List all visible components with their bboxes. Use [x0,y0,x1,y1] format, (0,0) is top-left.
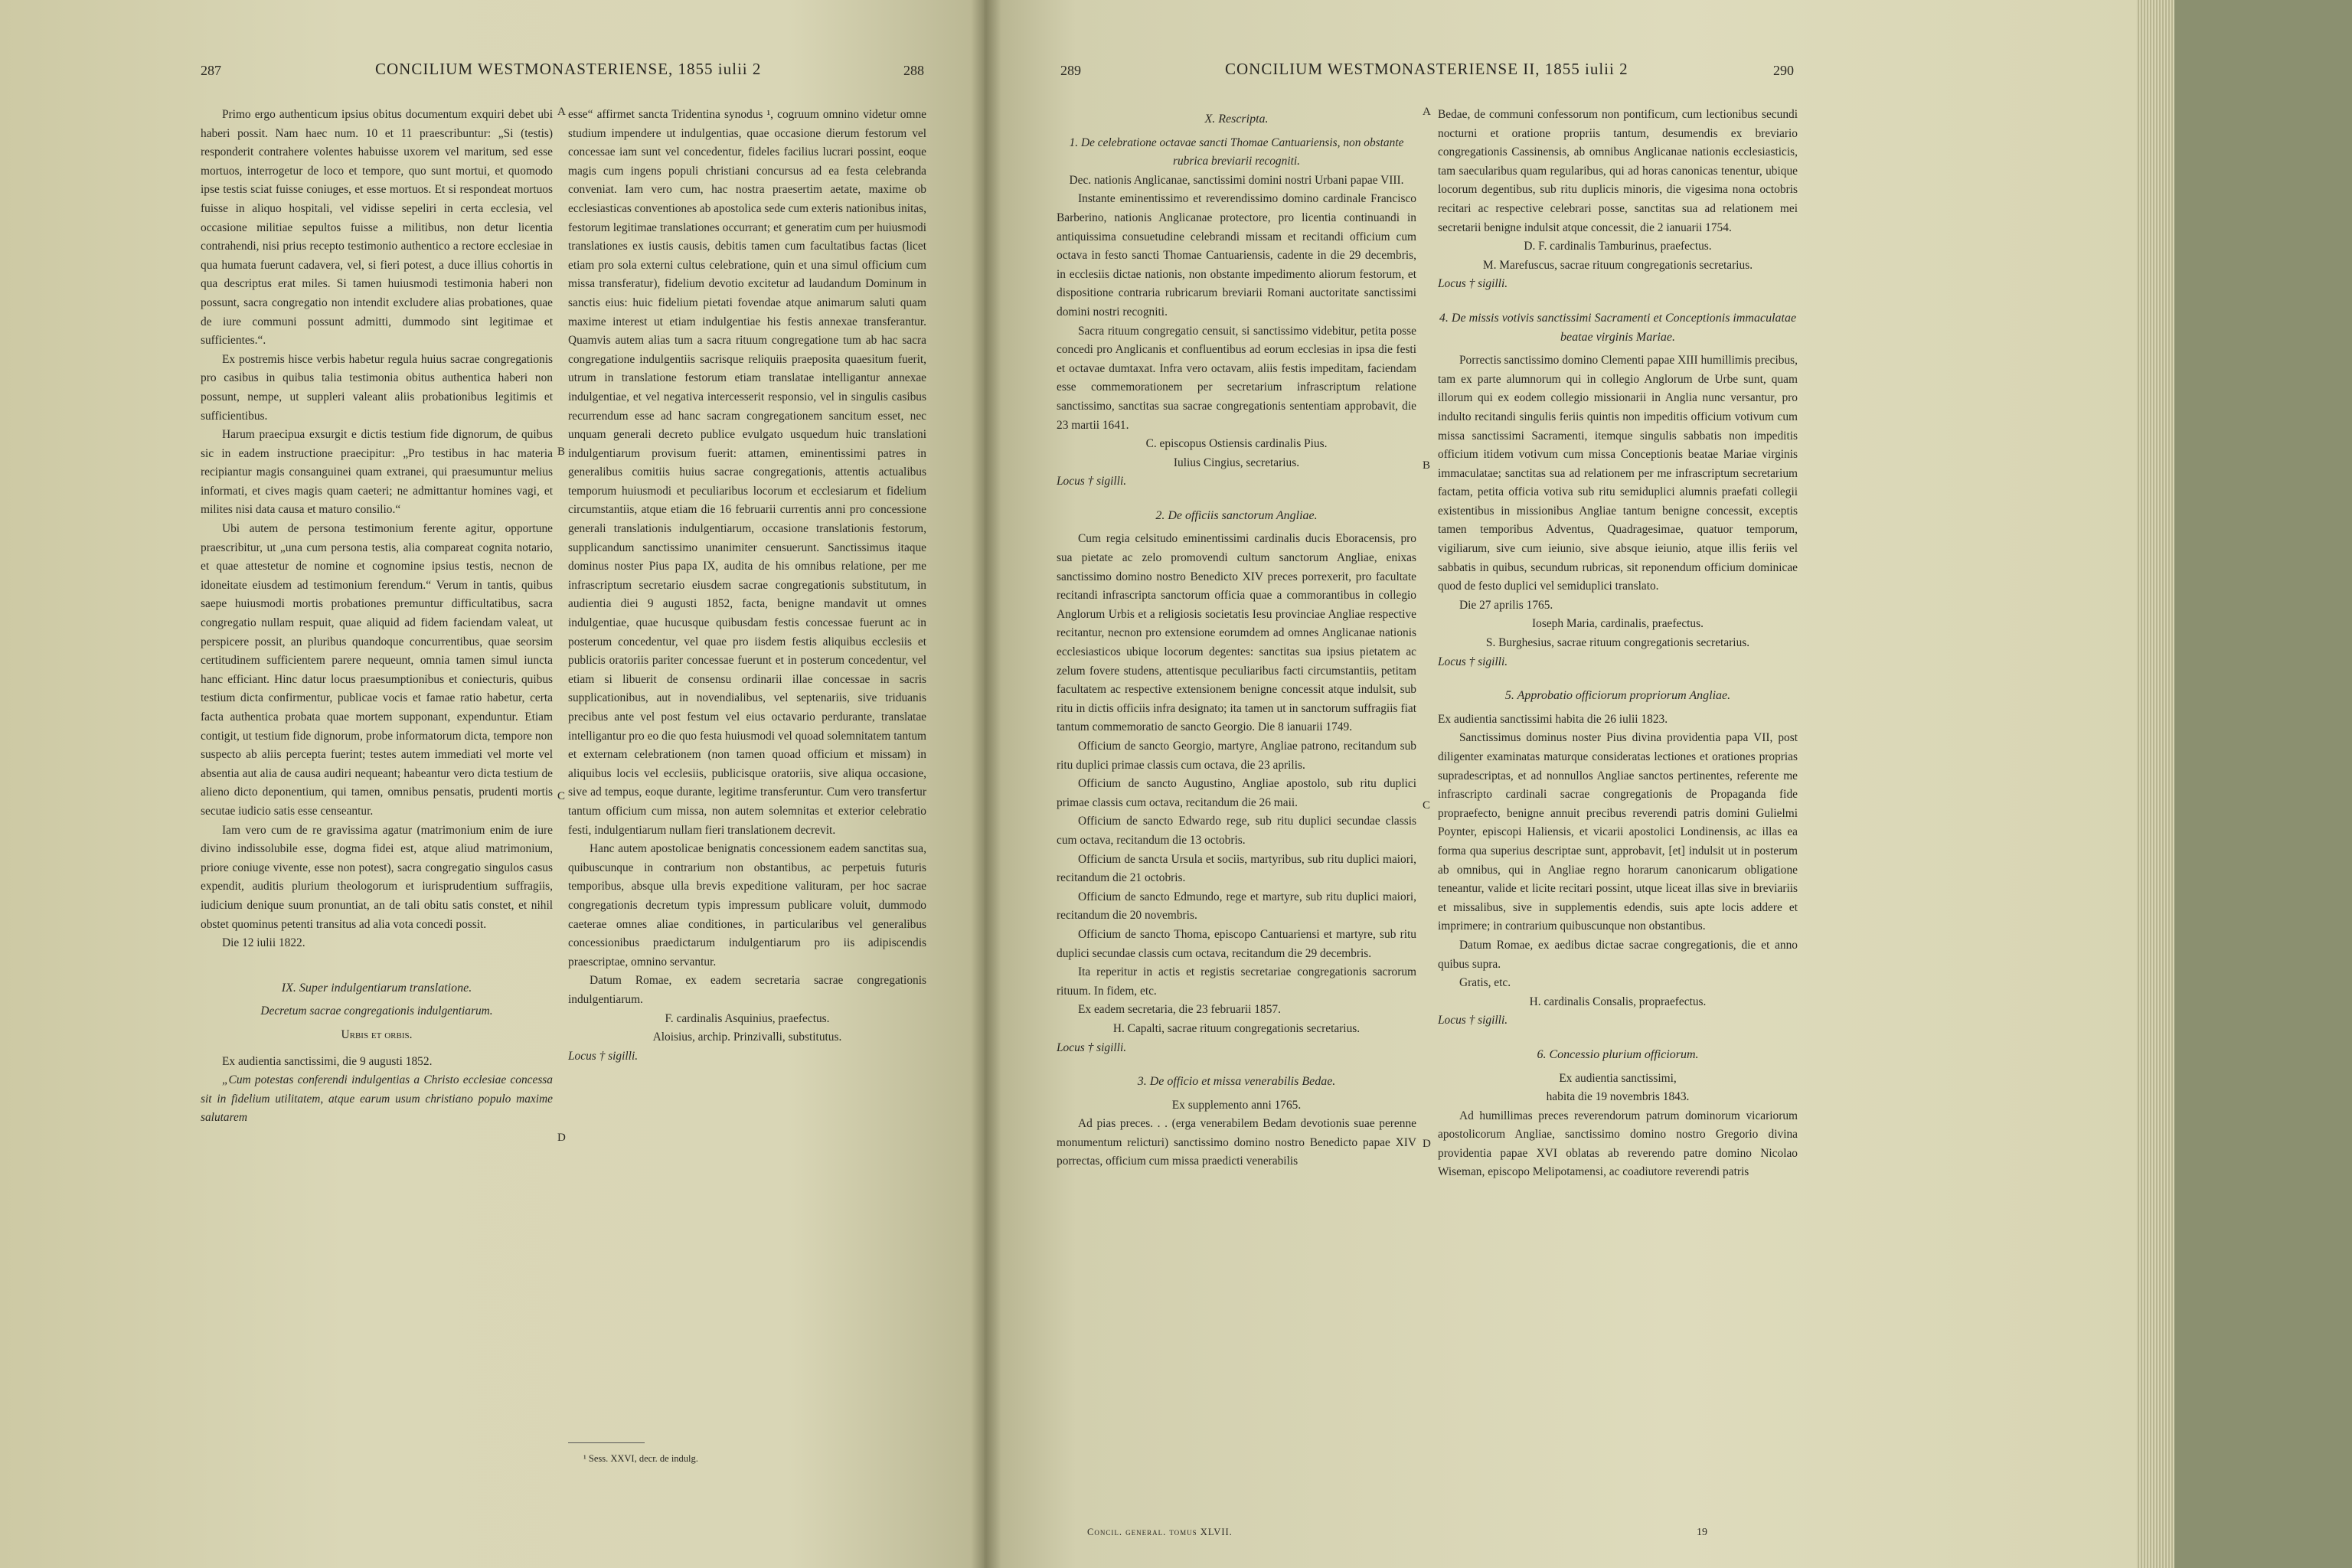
footnote-rule [568,1442,645,1443]
margin-letter-d: D [1423,1138,1431,1150]
rescript-title-2: 2. De officiis sanctorum Angliae. [1155,508,1318,522]
signature: H. Capalti, sacrae rituum congregationis secretarius. [1112,1021,1361,1035]
page-number-290: 290 [1773,63,1794,78]
rescript-title-3: 3. De officio et missa venerabilis Bedae. [1137,1075,1336,1089]
decree-title: Decretum sacrae congregationis indulgentiarum. [260,1004,493,1018]
paragraph: Hanc autem apostolicae benignatis concessionem eadem sanctitas sua, quibuscunque in contrarium non obstantibus, ac perpetuis futuris temporibus, absque ulla brevis expeditione valituram, per hoc sacrae congregationis decretum typis impressum publicare voluit, dummodo caeterae omnes aliae conditiones, in particularibus vel generalibus concessionibus praedictarum indulgentiarum pro iis adipiscendis praescriptae, omnino servantur. [568,842,926,969]
rescript-title-1: 1. De celebratione octavae sancti Thomae Cantuariensis, non obstante rubrica breviarii recogniti. [1069,136,1404,168]
page-edges [2136,0,2174,1568]
margin-letter-c: C [1423,799,1431,812]
running-head-left: CONCILIUM WESTMONASTERIENSE, 1855 iulii 2 [375,60,762,78]
left-page-column-1 [201,106,553,1128]
paragraph: Officium de sancta Ursula et sociis, martyribus, sub ritu duplici maiori, recitandum die 21 octobris. [1057,852,1416,885]
right-page-column-2 [1438,106,1798,1182]
right-page-column-1 [1057,106,1416,1171]
seal-mark: Locus † sigilli. [1438,655,1508,668]
urbis-et-orbis: Urbis et orbis. [341,1027,413,1041]
paragraph: Cum regia celsitudo eminentissimi cardinalis ducis Eboracensis, pro sua pietate ac zelo promovendi cultum sanctorum Angliae, enixas sanctissimo domino nostro Benedicto XIV preces porrexerit, pro facultate recitandi infrascripta sanctorum officia quae a commorantibus in collegio Anglorum Urbis et a religiosis societatis Iesu provinciae Angliae respective recitantur, necnon pro extensione eorumdem ad omnes Anglicanae nationis ecclesiasticos ubique locorum degentes: sanctitas sua ipsius pietatem ac zelum fovere studens, attentisque peculiaribus facti circumstantiis, petitam facultatem ac respective extensionem benigne concessit atque indulsit, sub ritu in dictis officiis infra designato; ita tamen ut in sanctorum suffragiis fiat tantum commemoratio de sancto Georgio. Die 8 ianuarii 1749. [1057,532,1416,734]
paragraph: Sacra rituum congregatio censuit, si sanctissimo videbitur, petita posse concedi pro Anglicanis et confluentibus ad eorum ecclesias in ipsa die festi et octavae dumtaxat. Infra vero octavam, aliis festis impeditam, faciendam esse commemorationem per secretarium infrascriptum relatione sanctissimo, sanctitas sua sacrae congregationis sententiam approbavit, die 23 martii 1641. [1057,324,1416,432]
paragraph: Ad pias preces. . . (erga venerabilem Bedam devotionis suae perenne monumentum relicturi) sanctissimo domino nostro Benedicto papae XIV porrectas, officium cum missa praedicti venerabilis [1057,1117,1416,1168]
date-line: Die 12 iulii 1822. [222,936,305,950]
book-gutter [971,0,1001,1568]
margin-letter-b: B [1423,459,1431,472]
paragraph: Officium de sancto Edmundo, rege et martyre, sub ritu duplici maiori, recitandum die 20 novembris. [1057,890,1416,923]
audience-line: Ex audientia sanctissimi, [1559,1071,1677,1085]
paragraph: Primo ergo authenticum ipsius obitus documentum exquiri debet ubi haberi possit. Nam haec num. 10 et 11 praescribuntur: „Si (testis) responderit contrahere volentes habuisse uxorem vel maritum, sed esse mortuos, interrogetur de loco et tempore, quo sunt mortui, et quomodo ipse testis sciat fuisse coniuges, et esse mortuos. Et si respondeat mortuos fuisse in aliquo hospitali, vel vidisse sepeliri in certa ecclesia, vel occasione militiae sepultos fuisse a militibus, non detur licentia contrahendi, nisi prius recepto testimonio authentico a rectore ecclesiae in qua humata fuerunt cadavera, vel, si fieri potest, a duce illius cohortis in qua descriptus erat miles. Si tamen huiusmodi testimonia haberi non possunt, sacra congregatio non intendit excludere alias probationes, quae de iure communi possunt admitti, dummodo sint legitimae et sufficientes.“. [201,108,553,348]
paragraph: Ubi autem de persona testimonium ferente agitur, opportune praescribitur, ut „una cum persona testis, alia compareat cognita notario, et quae attestetur de nomine et cognomine ipsius testis, necnon de idoneitate eiusdem ad testimonium ferendum.“ Verum in tantis, quibus saepe huiusmodi mortis probationes premuntur difficultatibus, sacra congregatio nullam respuit, quae aliquid ad fidem faciendam valeat, ut perspicere possit, an pluribus quandoque concurrentibus, quae seorsim certitudinem sufficientem parere nequeunt, omnia tamen simul iuncta hanc efficiant. Hinc datur locus praesumptionibus et coniecturis, quibus testium dicta confirmentur, publicae vocis et famae ratio habetur, certa facta authentica probata quae mortem supponant, expenduntur. Etiam contigit, ut testium fide dignorum, probe informatorum dicta, tempore non suspecto ab aliis percepta fuerint; testes autem immediati vel morte vel absentia aut alia de causa audiri nequeant; habeantur vero dicta testium de alieno dicto deponentium, qui tamen, omnibus pensatis, prudenti mortis secutae iudicio satis esse censeantur. [201,522,553,818]
signature: S. Burghesius, sacrae rituum congregationis secretarius. [1485,636,1750,650]
signature: Ioseph Maria, cardinalis, praefectus. [1532,617,1704,631]
signature: F. cardinalis Asquinius, praefectus. [665,1011,830,1025]
paragraph: Dec. nationis Anglicanae, sanctissimi domini nostri Urbani papae VIII. [1069,173,1404,187]
margin-letter-a: A [557,106,566,118]
margin-letter-a: A [1423,106,1431,118]
left-page-column-2 [568,106,926,1066]
date-line: Die 27 aprilis 1765. [1459,598,1553,612]
paragraph: Iam vero cum de re gravissima agatur (matrimonium enim de iure divino indissolubile esse, dogma fidei est, atque aliud matrimonium, priore coniuge vivente, esse non potest), sacra congregatio singulos casus expendit, auditis plurium theologorum et iurisprudentium suffragiis, iudicium denique suum pronuntiat, an de tali obitu satis constet, et nihil obstet quominus petenti transitus ad alia vota concedi possit. [201,823,553,931]
paragraph: Datum Romae, ex aedibus dictae sacrae congregationis, die et anno quibus supra. [1438,938,1798,971]
page-number-287: 287 [201,63,221,78]
signature-mark: 19 [1697,1527,1707,1538]
rescript-title-5: 5. Approbatio officiorum propriorum Angliae. [1504,689,1731,703]
seal-mark: Locus † sigilli. [568,1049,639,1063]
table-surface [2174,0,2352,1568]
signature-line: Concil. general. tomus XLVII. [1087,1527,1233,1537]
paragraph: Ita reperitur in actis et registis secretariae congregationis sacrorum rituum. In fidem, etc. [1057,965,1416,998]
paragraph: Officium de sancto Georgio, martyre, Angliae patrono, recitandum sub ritu duplici primae classis cum octava, die 23 aprilis. [1057,740,1416,772]
paragraph: Bedae, de communi confessorum non pontificum, cum lectionibus secundi nocturni et oratione propriis tantum, desumendis ex breviario congregationis Cassinensis, ab omnibus Anglicanae nationis ecclesiasticis, tam saecularibus quam regularibus, qui ad horas canonicas tenentur, ubique locorum degentibus, sub ritu duplicis minoris, die vigesima nona octobris recitari ac respective celebrari posse, sanctitas sua ad relationem mei secretarii benigne indulsit atque concessit, die 2 ianuarii 1754. [1438,108,1798,234]
signature: Aloisius, archip. Prinzivalli, substitutus. [652,1031,842,1044]
signature: H. cardinalis Consalis, propraefectus. [1529,995,1707,1008]
paragraph: Sanctissimus dominus noster Pius divina providentia papa VII, post diligenter examinatas maturque consideratas lectiones et orationes proprias supradescriptas, et ad nonnullos Angliae sanctos pertinentes, referente me infrascripto cardinali sacrae congregationis de Propaganda fide propraefecto, benigne annuit precibus reverendi patris domini Gulielmi Poynter, episcopi Haliensis, et vicarii apostolici Londinensis, ac illas ea forma qua superius descriptae sunt, approbavit, [et] indulsit ut in posterum ab omnibus, qui in Angliae regno horarum canonicarum obligatione teneantur, valide et licite recitari possint, utque liceat illas sive in breviariis et missalibus, sive in supplementis edendis, suis apte locis addere et imprimere; in contrarium quibuscunque non obstantibus. [1438,731,1798,933]
rescript-title-4: 4. De missis votivis sanctissimi Sacramenti et Conceptionis immaculatae beatae virginis Mariae. [1439,311,1797,344]
paragraph: Ex audientia sanctissimi habita die 26 iulii 1823. [1438,712,1668,726]
signature: C. episcopus Ostiensis cardinalis Pius. [1145,437,1328,451]
supplement-line: Ex supplemento anni 1765. [1171,1098,1302,1112]
paragraph: Officium de sancto Edwardo rege, sub ritu duplici secundae classis cum octava, recitandum die 13 octobris. [1057,815,1416,847]
paragraph: Porrectis sanctissimo domino Clementi papae XIII humillimis precibus, tam ex parte alumnorum qui in collegio Anglorum de Urbe sunt, quam illorum qui ex eodem collegio missionarii in Anglia nunc versantur, pro indulto recitandi singulis feriis quintis non impeditis officium votivum cum missa sanctissimi Sacramenti, itemque singulis sabbatis non impeditis officium itidem votivum cum missa Conceptionis beatae Mariae virginis immaculatae; sanctitas sua ad relationem per me infrascriptum secretarium factam, petita officia votiva sub ritu semiduplici alumnis praefati collegii existentibus in missionibus Angliae tantum benigne concessit, exceptis tamen temporibus Adventus, Quadragesimae, quatuor temporum, vigiliarum, sive cum ieiunio, sive absque ieiunio, atque illis feriis vel sabbatis in quibus, secundum rubricas, sit reponendum officium dominicae quod de festo duplici vel semiduplici translato. [1438,354,1798,593]
page-number-288: 288 [903,63,924,78]
margin-letter-c: C [557,790,566,802]
margin-letter-b: B [557,446,566,458]
seal-mark: Locus † sigilli. [1057,1040,1127,1054]
page-number-289: 289 [1060,63,1081,78]
paragraph: Datum Romae, ex eadem secretaria sacrae congregationis indulgentiarum. [568,974,926,1006]
section-heading-x: X. Rescripta. [1204,113,1269,126]
seal-mark: Locus † sigilli. [1057,475,1127,488]
seal-mark: Locus † sigilli. [1438,277,1508,291]
margin-letter-d: D [557,1132,566,1144]
paragraph: Officium de sancto Thoma, episcopo Cantuariensi et martyre, sub ritu duplici secundae classis cum octava, recitandum die 29 decembris. [1057,927,1416,960]
footnote: ¹ Sess. XXVI, decr. de indulg. [583,1453,698,1464]
running-head-right: CONCILIUM WESTMONASTERIENSE II, 1855 iulii 2 [1225,60,1628,78]
paragraph: Gratis, etc. [1459,976,1511,990]
paragraph: Officium de sancto Augustino, Angliae apostolo, sub ritu duplici primae classis cum octava, recitandum die 26 maii. [1057,777,1416,809]
paragraph: Ex eadem secretaria, die 23 februarii 1857. [1078,1003,1281,1017]
paragraph: Ex postremis hisce verbis habetur regula huius sacrae congregationis pro casibus in quibus talia testimonia obitus authentica haberi non possunt, nempe, ut suppleri valeant aliis probationibus legitimis et sufficientibus. [201,352,553,423]
seal-mark: Locus † sigilli. [1438,1014,1508,1027]
section-heading-ix: IX. Super indulgentiarum translatione. [281,981,472,995]
audience-date: habita die 19 novembris 1843. [1546,1090,1690,1104]
signature: D. F. cardinalis Tamburinus, praefectus. [1524,240,1712,253]
paragraph: Harum praecipua exsurgit e dictis testium fide dignorum, de quibus sic in eadem instructione praecipitur: „Pro testibus in hac materia recipiantur magis consanguinei quam extranei, qui praesumuntur melius informati, et cives magis quam caeteri; ne admittantur homines vagi, et milites nisi data causa et maturo consilio.“ [201,428,553,517]
paragraph: „Cum potestas conferendi indulgentias a Christo ecclesiae concessa sit in fidelium utilitatem, atque earum usum christiano populo maxime salutarem [201,1073,553,1125]
signature: M. Marefuscus, sacrae rituum congregationis secretarius. [1482,258,1753,272]
rescript-title-6: 6. Concessio plurium officiorum. [1537,1047,1699,1061]
paragraph: esse“ affirmet sancta Tridentina synodus ¹, cogruum omnino videtur omne studium impendere ut indulgentias, quae occasione dierum festorum vel concessae iam sunt vel concedentur, fideles facilius lucrari possint, eoque magis cum ingens populi christiani concursus ad ea festa celebranda conveniat. Iam vero cum, hac nostra praesertim aetate, maxime ob ecclesiasticas conventiones ab apostolica sede cum exteris nationibus initas, festorum legitimae translationes occurrant; et generatim cum per huiusmodi translationes ex iustis causis, debitis tamen cum facultatibus factas (licet etiam pro sola externi cultus celebratione, quin et una simul officium cum missa transferatur), fidelium devotio excitetur ad laudandum Dominum in sanctis eius: huic fidelium pietati fovendae atque animarum saluti quam maxime interest ut etiam indulgentiae his festis annexae transferantur. Quamvis autem alias tum a sacra rituum congregatione tum ab hac sacra congregatione indulgentiis sacrisque reliquiis praeposita quaesitum fuerit, utrum in translatione festorum etiam translatae intelligantur annexae indulgentiae, et vel negativa intercesserit responsio, vel in singulis casibus recurrendum esse ad hanc sacram congregationem sancitum esset, nec unquam generali decreto publice evulgato usquedum huic translationi indulgentiarum provisum fuerit: attamen, eminentissimi patres in generalibus comitiis huius sacrae congregationis, attentis actualibus temporum huiusmodi et peculiaribus locorum et ecclesiarum et fidelium circumstantiis, atque etiam die 16 februarii currentis anni pro concessione generali translationis indulgentiarum, occasione translationis festorum, supplicandum sanctissimo unanimiter censuerunt. Sanctissimus itaque dominus noster Pius papa IX, audita de his omnibus relatione, per me infrascriptum secretario eiusdem sacrae congregationis substitutum, in audientia diei 9 augusti 1852, facta, benigne mandavit ut omnes indulgentiae, quae hucusque quibusdam festis concessae fuerunt ac in posterum concedentur, vel quae pro iisdem festis aliquibus ecclesiis et publicis oratoriis pariter concessae fuerunt et in posterum concedentur, vel etiam si libuerit de consensu ordinarii illae concessae in sacris supplicationibus, aut in novendialibus, vel septenariis, sive triduanis precibus ante vel post festum vel eius octavario perdurante, translatae intelligantur pro eo die quo festa huiusmodi vel quoad solemnitatem tantum et externam celebrationem (non tamen quoad officium et missam) in aliquibus locis vel ecclesiis, publicisque oratoriis, sive aliqua occasione, sive ad tempus, eoque durante, legitime transferuntur. Cum vero transfertur tantum officium cum missa, non autem solemnitas et exterior celebratio festi, indulgentiarum nullam fieri translationem decrevit. [568,108,926,837]
paragraph: Ad humillimas preces reverendorum patrum dominorum vicariorum apostolicorum Angliae, sanctissimo domino nostro Gregorio divina providentia papae XVI oblatas ab reverendo patre domino Nicolao Wiseman, episcopo Melipotamensi, ac coadiutore reverendi patris [1438,1109,1798,1179]
paragraph: Instante eminentissimo et reverendissimo domino cardinale Francisco Barberino, nationis Anglicanae protectore, pro licentia continuandi in antiquissima consuetudine celebrandi missam et recitandi officium cum octava in festo sancti Thomae Cantuariensis, cadente in die 29 decembris, in ecclesiis dictae nationis, non obstante impedimento aliorum festorum, et dispositione contraria rubricarum breviarii Romani auctoritate sanctissimi domini nostri recogniti. [1057,192,1416,318]
signature: Iulius Cingius, secretarius. [1173,456,1300,469]
paragraph: Ex audientia sanctissimi, die 9 augusti 1852. [222,1054,433,1068]
